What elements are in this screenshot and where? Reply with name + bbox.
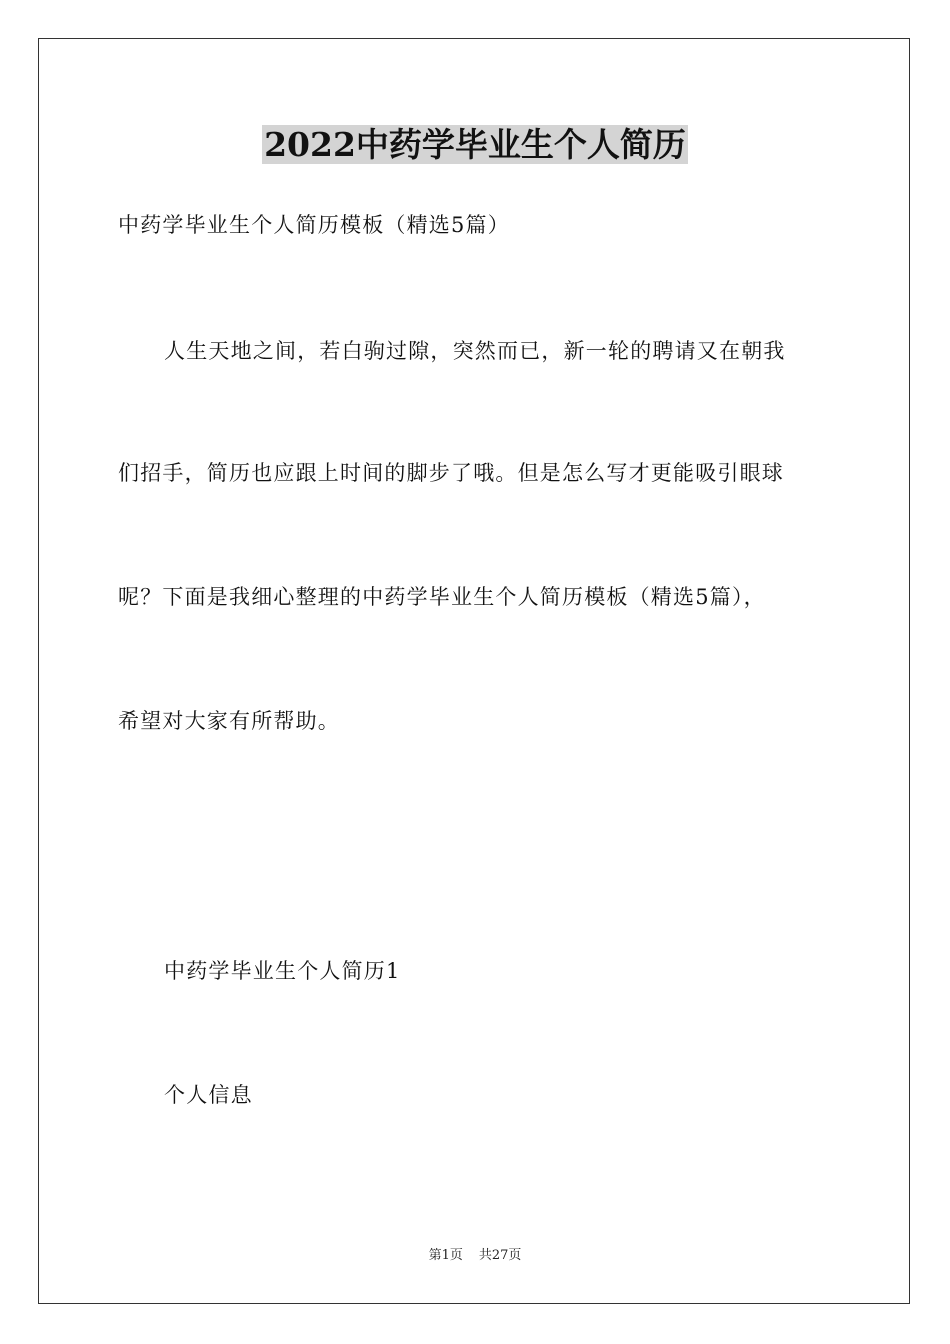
document-title-text: 2022中药学毕业生个人简历: [264, 125, 686, 164]
intro-line-1: 人生天地之间，若白驹过隙，突然而已，新一轮的聘请又在朝我: [164, 339, 786, 363]
document-subtitle: 中药学毕业生个人简历模板（精选5篇）: [118, 213, 510, 237]
document-title: [0, 122, 950, 168]
intro-line-2: 们招手，简历也应跟上时间的脚步了哦。但是怎么写才更能吸引眼球: [118, 461, 784, 485]
page-number-current: 第1页: [428, 1248, 463, 1263]
section-heading: 中药学毕业生个人简历1: [164, 959, 401, 983]
intro-line-4: 希望对大家有所帮助。: [118, 709, 340, 733]
intro-line-3: 呢？下面是我细心整理的中药学毕业生个人简历模板（精选5篇），: [118, 585, 766, 609]
page-footer: [0, 1247, 950, 1265]
page-number-total: 共27页: [478, 1248, 522, 1263]
subsection-heading: 个人信息: [164, 1083, 253, 1107]
